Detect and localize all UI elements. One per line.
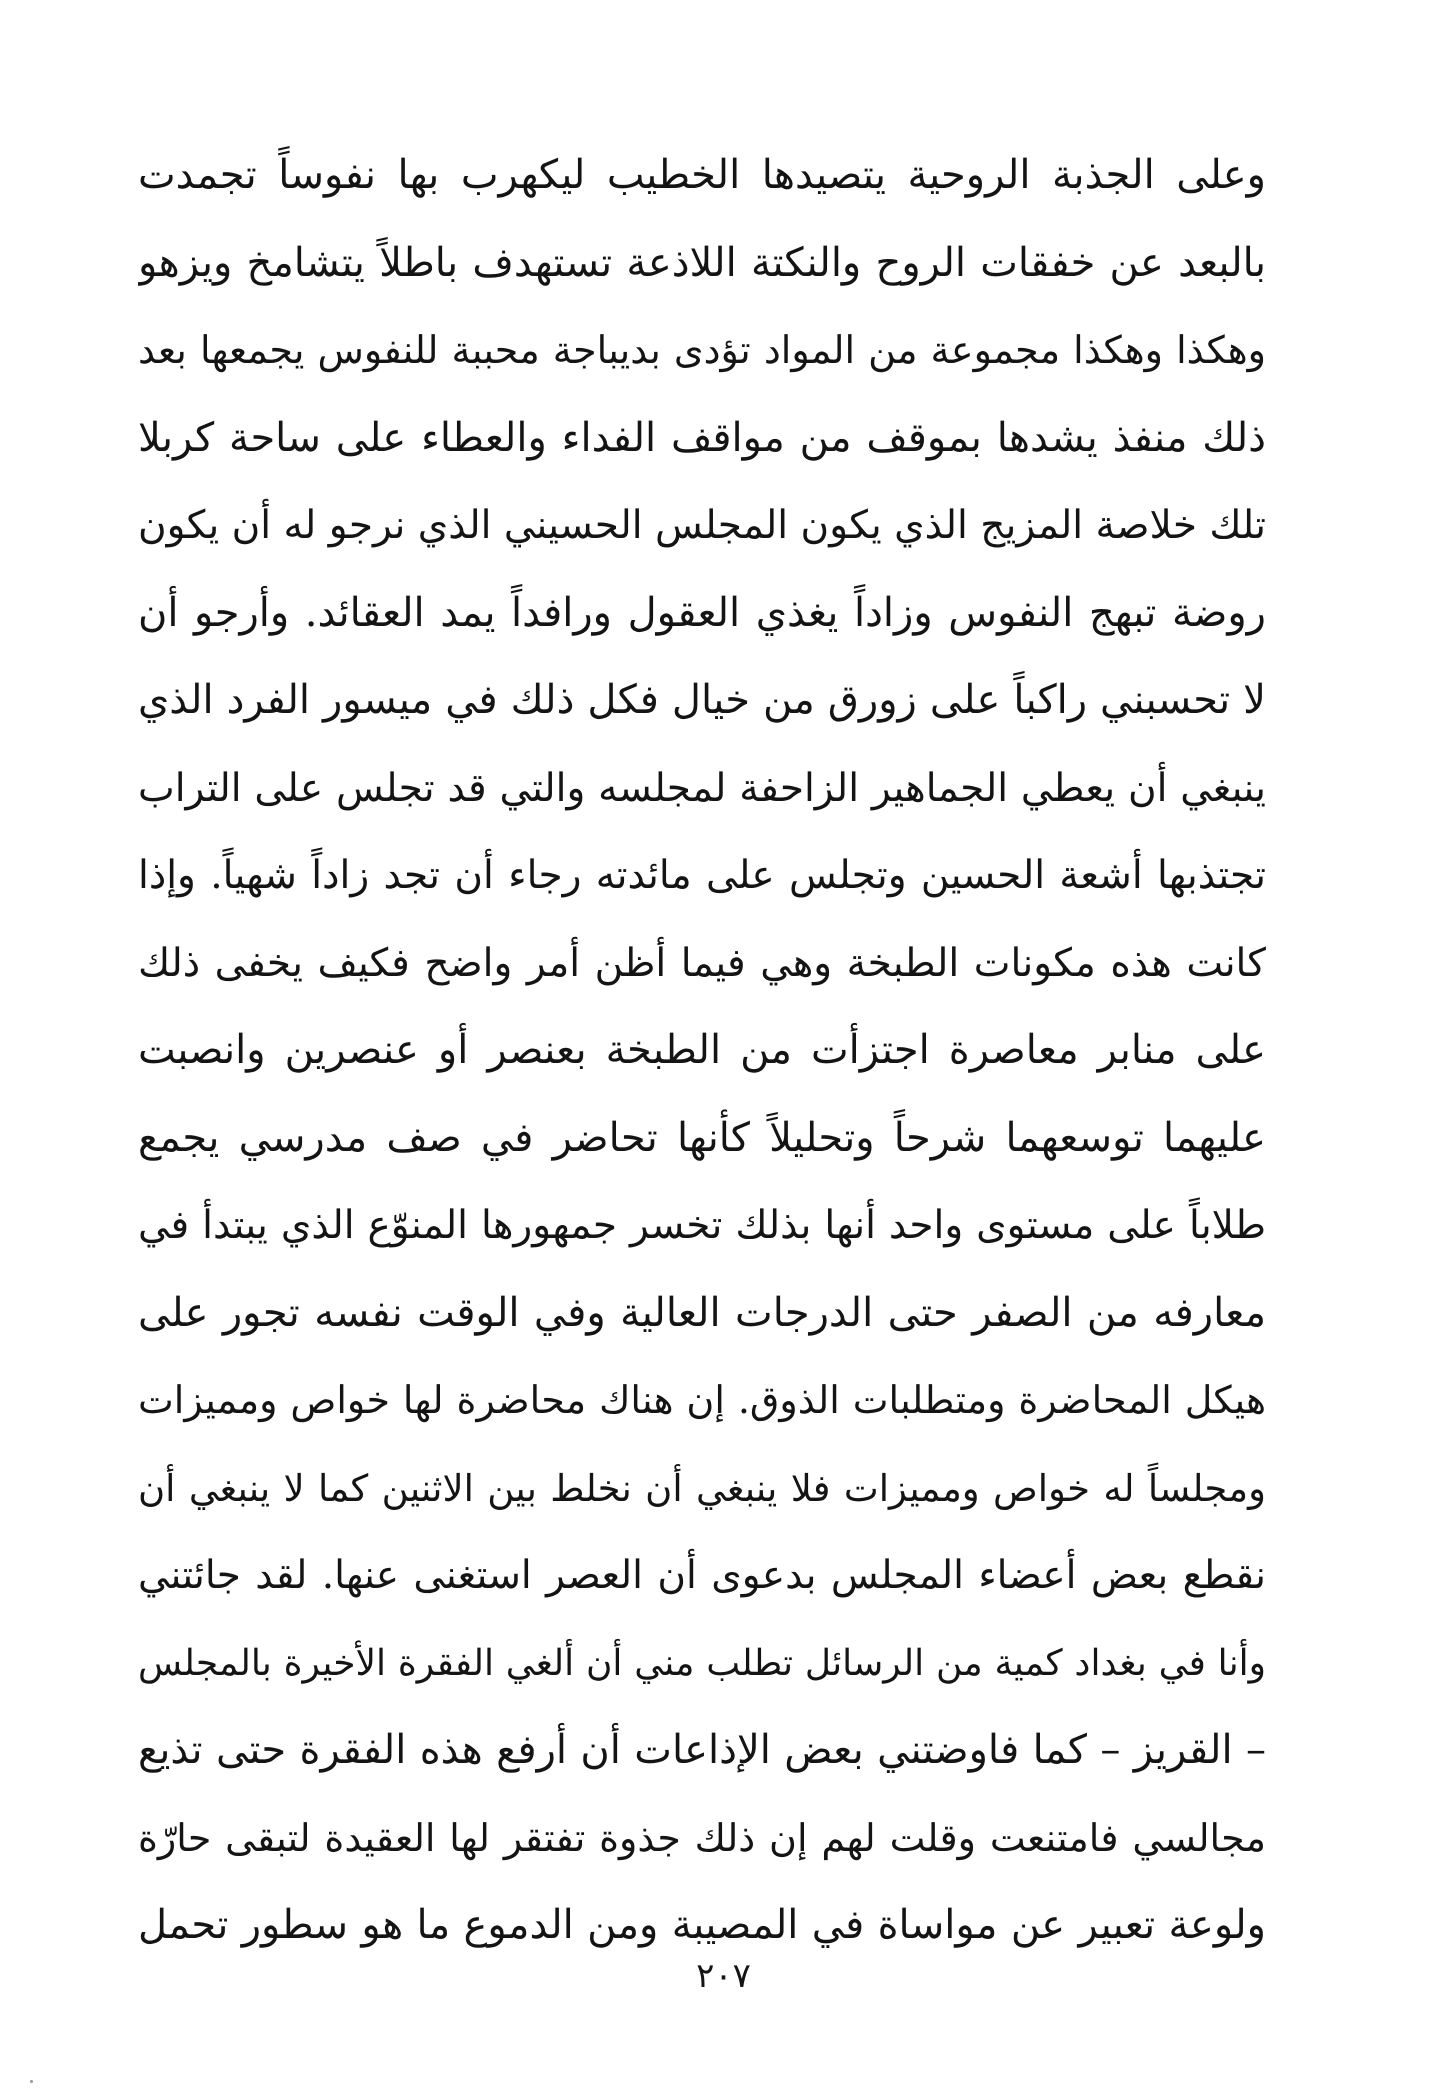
scan-speck <box>30 2080 33 2083</box>
text-line: – القريز – كما فاوضتني بعض الإذاعات أن أرفع هذه الفقرة حتى تذيع <box>138 1727 1266 1773</box>
text-line: هيكل المحاضرة ومتطلبات الذوق. إن هناك محاضرة لها خواص ومميزات <box>138 1378 1266 1422</box>
text-line: لا تحسبني راكباً على زورق من خيال فكل ذلك في ميسور الفرد الذي <box>138 677 1266 723</box>
text-line: روضة تبهج النفوس وزاداً يغذي العقول ورافداً يمد العقائد. وأرجو أن <box>138 589 1266 636</box>
text-line: ينبغي أن يعطي الجماهير الزاحفة لمجلسه والتي قد تجلس على التراب <box>138 765 1266 811</box>
text-line: وأنا في بغداد كمية من الرسائل تطلب مني أن ألغي الفقرة الأخيرة بالمجلس <box>138 1642 1266 1684</box>
text-line: ذلك منفذ يشدها بموقف من مواقف الفداء والعطاء على ساحة كربلا <box>138 414 1266 461</box>
text-line: كانت هذه مكونات الطبخة وهي فيما أظن أمر واضح فكيف يخفى ذلك <box>138 940 1266 986</box>
text-line: تجتذبها أشعة الحسين وتجلس على مائدته رجاء أن تجد زاداً شهياً. وإذا <box>138 853 1266 898</box>
text-line: ومجلساً له خواص ومميزات فلا ينبغي أن نخلط بين الاثنين كما لا ينبغي أن <box>138 1466 1266 1510</box>
text-line: ولوعة تعبير عن مواساة في المصيبة ومن الدموع ما هو سطور تحمل <box>138 1902 1266 1948</box>
text-line: مجالسي فامتنعت وقلت لهم إن ذلك جذوة تفتقر لها العقيدة لتبقى حارّة <box>138 1815 1266 1860</box>
text-line: تلك خلاصة المزيج الذي يكون المجلس الحسيني الذي نرجو له أن يكون <box>138 503 1266 548</box>
body-text <box>138 132 1266 1970</box>
text-line: بالبعد عن خفقات الروح والنكتة اللاذعة تستهدف باطلاً يتشامخ ويزهو <box>138 239 1266 286</box>
text-line: وعلى الجذبة الروحية يتصيدها الخطيب ليكهرب بها نفوساً تجمدت <box>138 152 1266 198</box>
text-line: طلاباً على مستوى واحد أنها بذلك تخسر جمهورها المنوّع الذي يبتدأ في <box>138 1203 1266 1248</box>
text-line: على منابر معاصرة اجتزأت من الطبخة بعنصر أو عنصرين وانصبت <box>138 1027 1266 1073</box>
text-line: عليهما توسعهما شرحاً وتحليلاً كأنها تحاضر في صف مدرسي يجمع <box>138 1114 1266 1161</box>
page-number: ٢٠٧ <box>696 1956 751 1996</box>
text-line: وهكذا وهكذا مجموعة من المواد تؤدى بديباجة محببة للنفوس يجمعها بعد <box>138 328 1266 372</box>
text-line: معارفه من الصفر حتى الدرجات العالية وفي الوقت نفسه تجور على <box>138 1289 1266 1336</box>
text-line: نقطع بعض أعضاء المجلس بدعوى أن العصر استغنى عنها. لقد جائتني <box>138 1553 1266 1598</box>
